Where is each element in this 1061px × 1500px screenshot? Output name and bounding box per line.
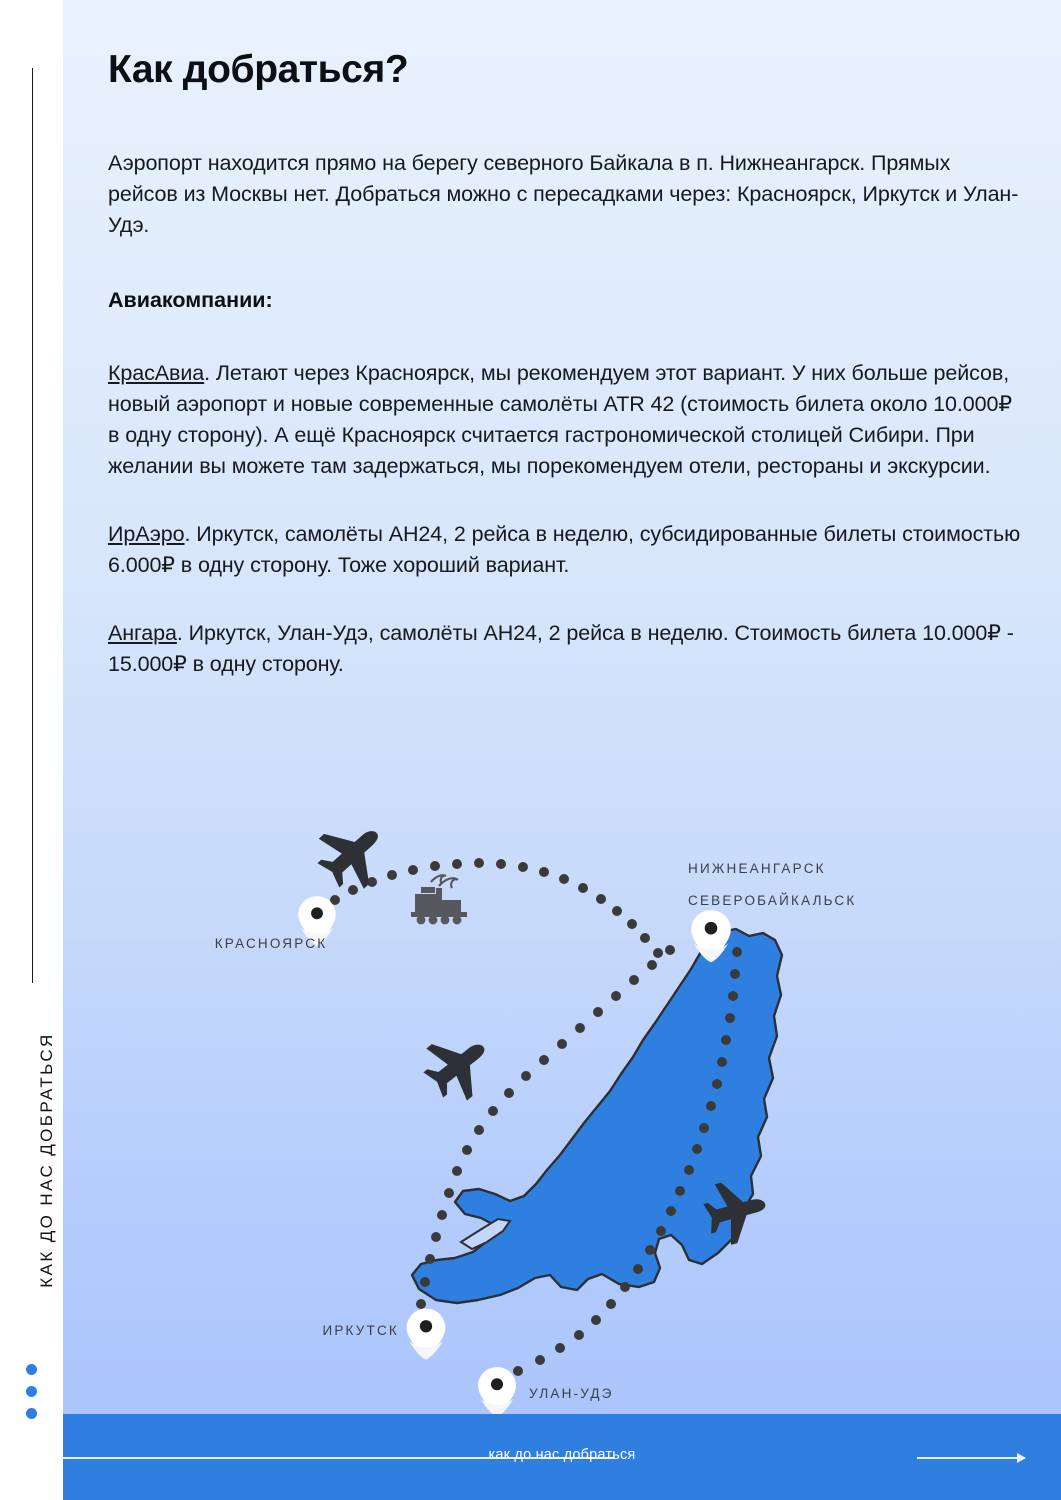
map-pin-irkutsk[interactable] — [407, 1309, 446, 1360]
city-label-krasnoyarsk: КРАСНОЯРСК — [214, 936, 328, 951]
city-label-nizhneangarsk: НИЖНЕАНГАРСК — [688, 861, 826, 876]
route-map — [63, 790, 1061, 1414]
content-column — [108, 0, 1023, 680]
page-footer — [63, 1414, 1061, 1500]
plane-icon-west — [413, 1020, 503, 1111]
left-sidebar — [0, 0, 63, 1500]
airline-text-krasavia: . Летают через Красноярск, мы рекомендуем этот вариант. У них больше рейсов, новый аэропорт и новые современные самолёты ATR 42 (стоимость билета около 10.000₽ в одну сторону). А ещё Красноярск считается гастрономической столицей Сибири. При желании вы можете там задержаться, мы порекомендуем отели, рестораны и экскурсии. — [108, 361, 1012, 478]
airline-paragraph-krasavia — [108, 358, 1023, 482]
sidebar-dot-group — [26, 1364, 37, 1419]
city-label-ulan-ude: УЛАН-УДЭ — [529, 1386, 614, 1401]
airline-text-iraero: . Иркутск, самолёты АН24, 2 рейса в неделю, субсидированные билеты стоимостью 6.000₽ в одну сторону. Тоже хороший вариант. — [108, 522, 1021, 577]
sidebar-dot — [26, 1408, 37, 1419]
city-label-severobaykalsk: СЕВЕРОБАЙКАЛЬСК — [688, 893, 857, 908]
airline-link-krasavia[interactable]: КрасАвиа — [108, 361, 205, 385]
sidebar-dot — [26, 1364, 37, 1375]
city-label-irkutsk: ИРКУТСК — [322, 1323, 399, 1338]
airlines-heading: Авиакомпании: — [108, 288, 273, 312]
footer-caption: как до нас добраться — [488, 1447, 636, 1463]
airline-paragraph-angara — [108, 618, 1023, 680]
page-body — [63, 0, 1061, 1500]
airline-paragraph-iraero — [108, 519, 1023, 581]
airline-link-iraero[interactable]: ИрАэро — [108, 522, 185, 546]
page-title: Как добраться? — [108, 48, 409, 91]
intro-paragraph: Аэропорт находится прямо на берегу северного Байкала в п. Нижнеангарск. Прямых рейсов из Москвы нет. Добраться можно с пересадками через: Красноярск, Иркутск и Улан-Удэ. — [108, 151, 1019, 237]
sidebar-vertical-rule — [32, 68, 33, 983]
sidebar-dot — [26, 1386, 37, 1397]
map-pin-ulan-ude[interactable] — [478, 1367, 516, 1414]
sidebar-vertical-label: КАК ДО НАС ДОБРАТЬСЯ — [37, 1032, 56, 1288]
airline-text-angara: . Иркутск, Улан-Удэ, самолёты АН24, 2 рейса в неделю. Стоимость билета 10.000₽ - 15.000₽ в одну сторону. — [108, 621, 1014, 676]
airline-link-angara[interactable]: Ангара — [108, 621, 177, 645]
train-icon — [411, 875, 467, 924]
footer-next-arrow[interactable] — [917, 1457, 1025, 1459]
